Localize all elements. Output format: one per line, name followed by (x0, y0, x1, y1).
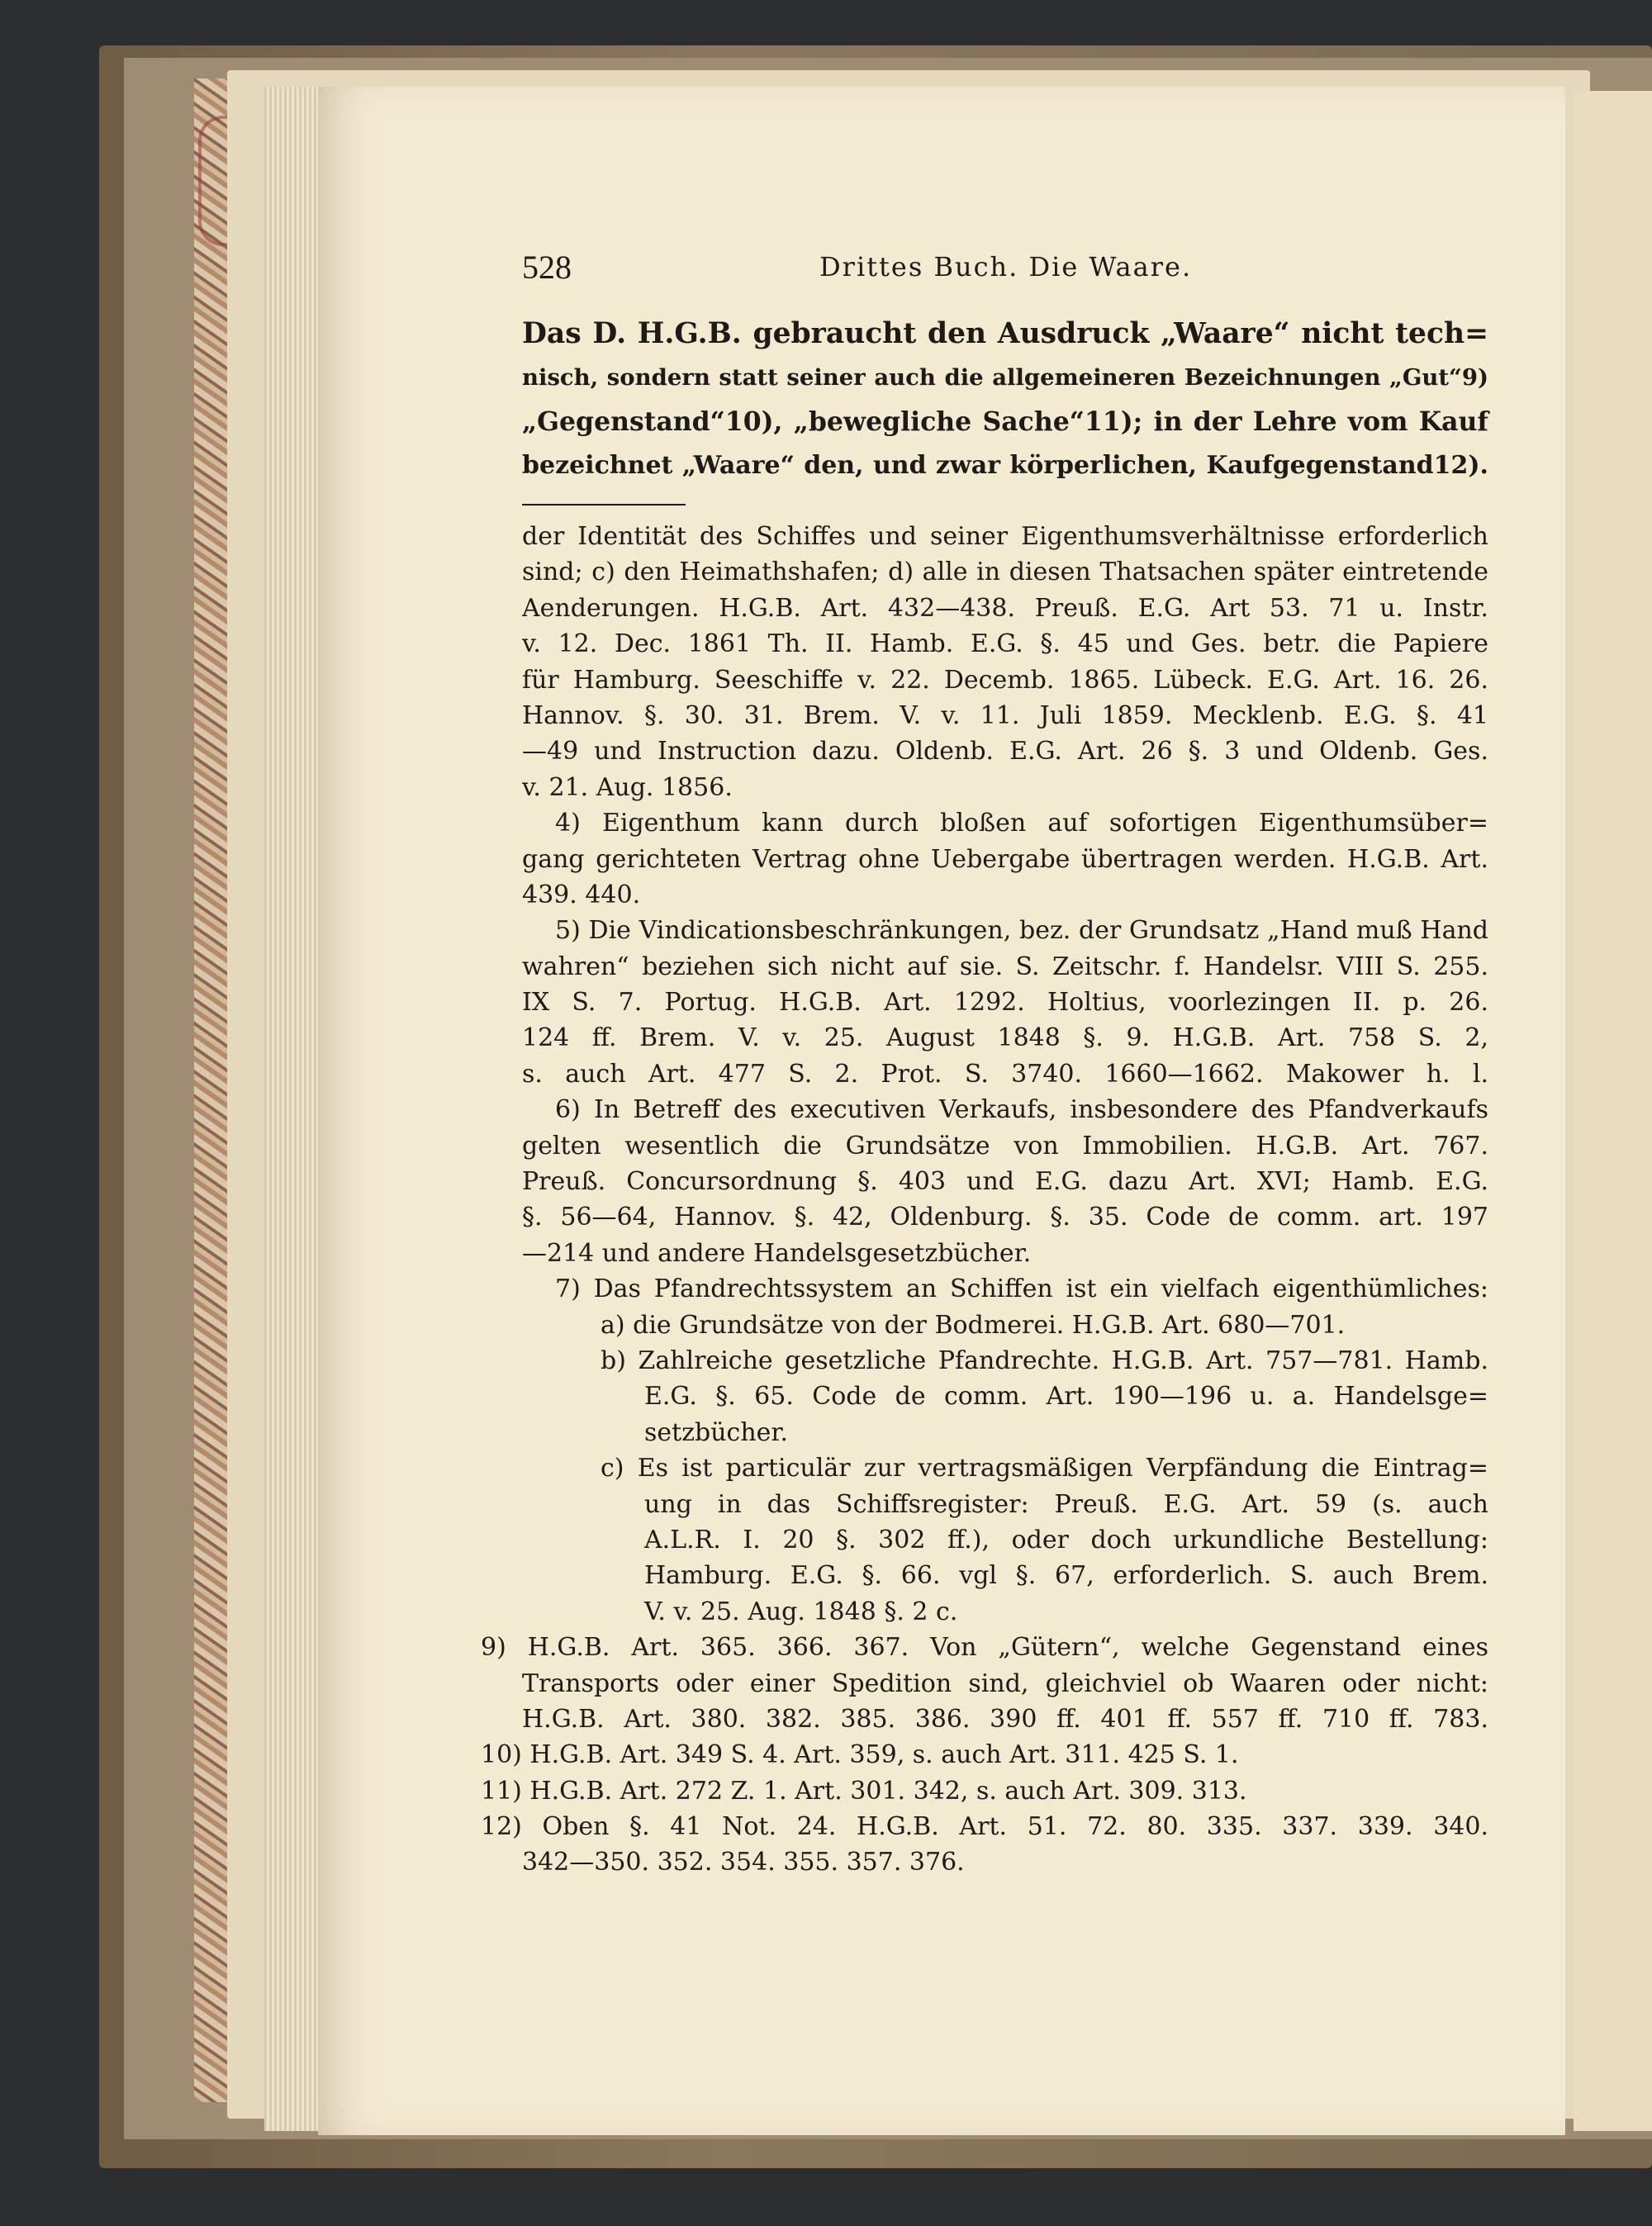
footnote-line: setzbücher. (644, 1417, 788, 1447)
footnote-11: 11) H.G.B. Art. 272 Z. 1. Art. 301. 342, s. auch Art. 309. 313. (481, 1776, 1247, 1806)
footnote-7-start: 7) Das Pfandrechtssystem an Schiffen ist ein vielfach eigenthümliches: (555, 1274, 1488, 1304)
footnote-7b: b) Zahlreiche gesetzliche Pfandrechte. H.G.B. Art. 757—781. Hamb. (601, 1346, 1488, 1375)
footnote-line: für Hamburg. Seeschiffe v. 22. Decemb. 1865. Lübeck. E.G. Art. 16. 26. (522, 665, 1488, 695)
running-head (522, 248, 1488, 289)
body-line: Das D. H.G.B. gebraucht den Ausdruck „Waare“ nicht tech= (522, 317, 1488, 350)
footnote-line: gelten wesentlich die Grundsätze von Immobilien. H.G.B. Art. 767. (522, 1131, 1488, 1160)
footnote-line: —214 und andere Handelsgesetzbücher. (522, 1238, 1032, 1268)
footnote-12: 12) Oben §. 41 Not. 24. H.G.B. Art. 51. 72. 80. 335. 337. 339. 340. (481, 1812, 1488, 1842)
footnote-line: 124 ff. Brem. V. v. 25. August 1848 §. 9. H.G.B. Art. 758 S. 2, (522, 1023, 1488, 1053)
footnote-line: 342—350. 352. 354. 355. 357. 376. (522, 1848, 965, 1877)
footnote-line: —49 und Instruction dazu. Oldenb. E.G. Art. 26 §. 3 und Oldenb. Ges. (522, 737, 1488, 767)
footnote-10: 10) H.G.B. Art. 349 S. 4. Art. 359, s. auch Art. 311. 425 S. 1. (481, 1740, 1239, 1770)
footnote-line: Hannov. §. 30. 31. Brem. V. v. 11. Juli 1859. Mecklenb. E.G. §. 41 (522, 700, 1488, 730)
footnote-line: wahren“ beziehen sich nicht auf sie. S. Zeitschr. f. Handelsr. VIII S. 255. (522, 952, 1488, 981)
footnotes (481, 519, 1488, 1881)
footnote-9-start: 9) H.G.B. Art. 365. 366. 367. Von „Gütern“, welche Gegenstand eines (481, 1633, 1488, 1663)
footnote-4-start: 4) Eigenthum kann durch bloßen auf sofortigen Eigenthumsüber= (555, 809, 1488, 838)
footnote-rule (522, 504, 686, 505)
footnote-line: sind; c) den Heimathshafen; d) alle in diesen Thatsachen später eintretende (522, 558, 1488, 587)
body-line: „Gegenstand“10), „bewegliche Sache“11); in der Lehre vom Kauf (522, 406, 1488, 437)
footnote-line: s. auch Art. 477 S. 2. Prot. S. 3740. 1660—1662. Makower h. l. (522, 1059, 1488, 1089)
footnote-7a: a) die Grundsätze von der Bodmerei. H.G.B. Art. 680—701. (601, 1310, 1346, 1340)
footnote-line: Aenderungen. H.G.B. Art. 432—438. Preuß. E.G. Art 53. 71 u. Instr. (522, 593, 1488, 623)
footnote-line: v. 21. Aug. 1856. (522, 772, 733, 802)
footnote-line: gang gerichteten Vertrag ohne Uebergabe übertragen werden. H.G.B. Art. (522, 844, 1488, 874)
page-number: 528 (522, 249, 572, 286)
footnote-5-start: 5) Die Vindicationsbeschränkungen, bez. der Grundsatz „Hand muß Hand (555, 916, 1488, 946)
footnote-line: v. 12. Dec. 1861 Th. II. Hamb. E.G. §. 45 und Ges. betr. die Papiere (522, 629, 1488, 659)
footnote-line: §. 56—64, Hannov. §. 42, Oldenburg. §. 35. Code de comm. art. 197 (522, 1203, 1488, 1232)
body-line: nisch, sondern statt seiner auch die allgemeineren Bezeichnungen „Gut“9) (522, 364, 1488, 391)
footnote-7c: c) Es ist particulär zur vertragsmäßigen Verpfändung die Eintrag= (601, 1454, 1488, 1483)
running-title: Drittes Buch. Die Waare. (819, 251, 1193, 282)
footnote-line: ung in das Schiffsregister: Preuß. E.G. Art. 59 (s. auch (644, 1489, 1488, 1519)
footnote-line: Hamburg. E.G. §. 66. vgl §. 67, erforderlich. S. auch Brem. (644, 1561, 1488, 1591)
footnote-6-start: 6) In Betreff des executiven Verkaufs, insbesondere des Pfandverkaufs (555, 1095, 1488, 1125)
main-paragraph (522, 312, 1488, 487)
footnote-line: E.G. §. 65. Code de comm. Art. 190—196 u. a. Handelsge= (644, 1382, 1488, 1412)
body-line: bezeichnet „Waare“ den, und zwar körperlichen, Kaufgegenstand12). (522, 451, 1488, 480)
footnote-line: A.L.R. I. 20 §. 302 ff.), oder doch urkundliche Bestellung: (644, 1525, 1488, 1554)
footnote-line: IX S. 7. Portug. H.G.B. Art. 1292. Holtius, voorlezingen II. p. 26. (522, 988, 1488, 1018)
footnote-line: Transports oder einer Spedition sind, gleichviel ob Waaren oder nicht: (522, 1668, 1488, 1698)
footnote-line: 439. 440. (522, 880, 641, 909)
footnote-line: Preuß. Concursordnung §. 403 und E.G. dazu Art. XVI; Hamb. E.G. (522, 1167, 1488, 1197)
footnote-line: H.G.B. Art. 380. 382. 385. 386. 390 ff. 401 ff. 557 ff. 710 ff. 783. (522, 1704, 1488, 1734)
footnote-line: V. v. 25. Aug. 1848 §. 2 c. (644, 1597, 958, 1626)
footnote-line: der Identität des Schiffes und seiner Eigenthumsverhältnisse erforderlich (522, 522, 1488, 551)
